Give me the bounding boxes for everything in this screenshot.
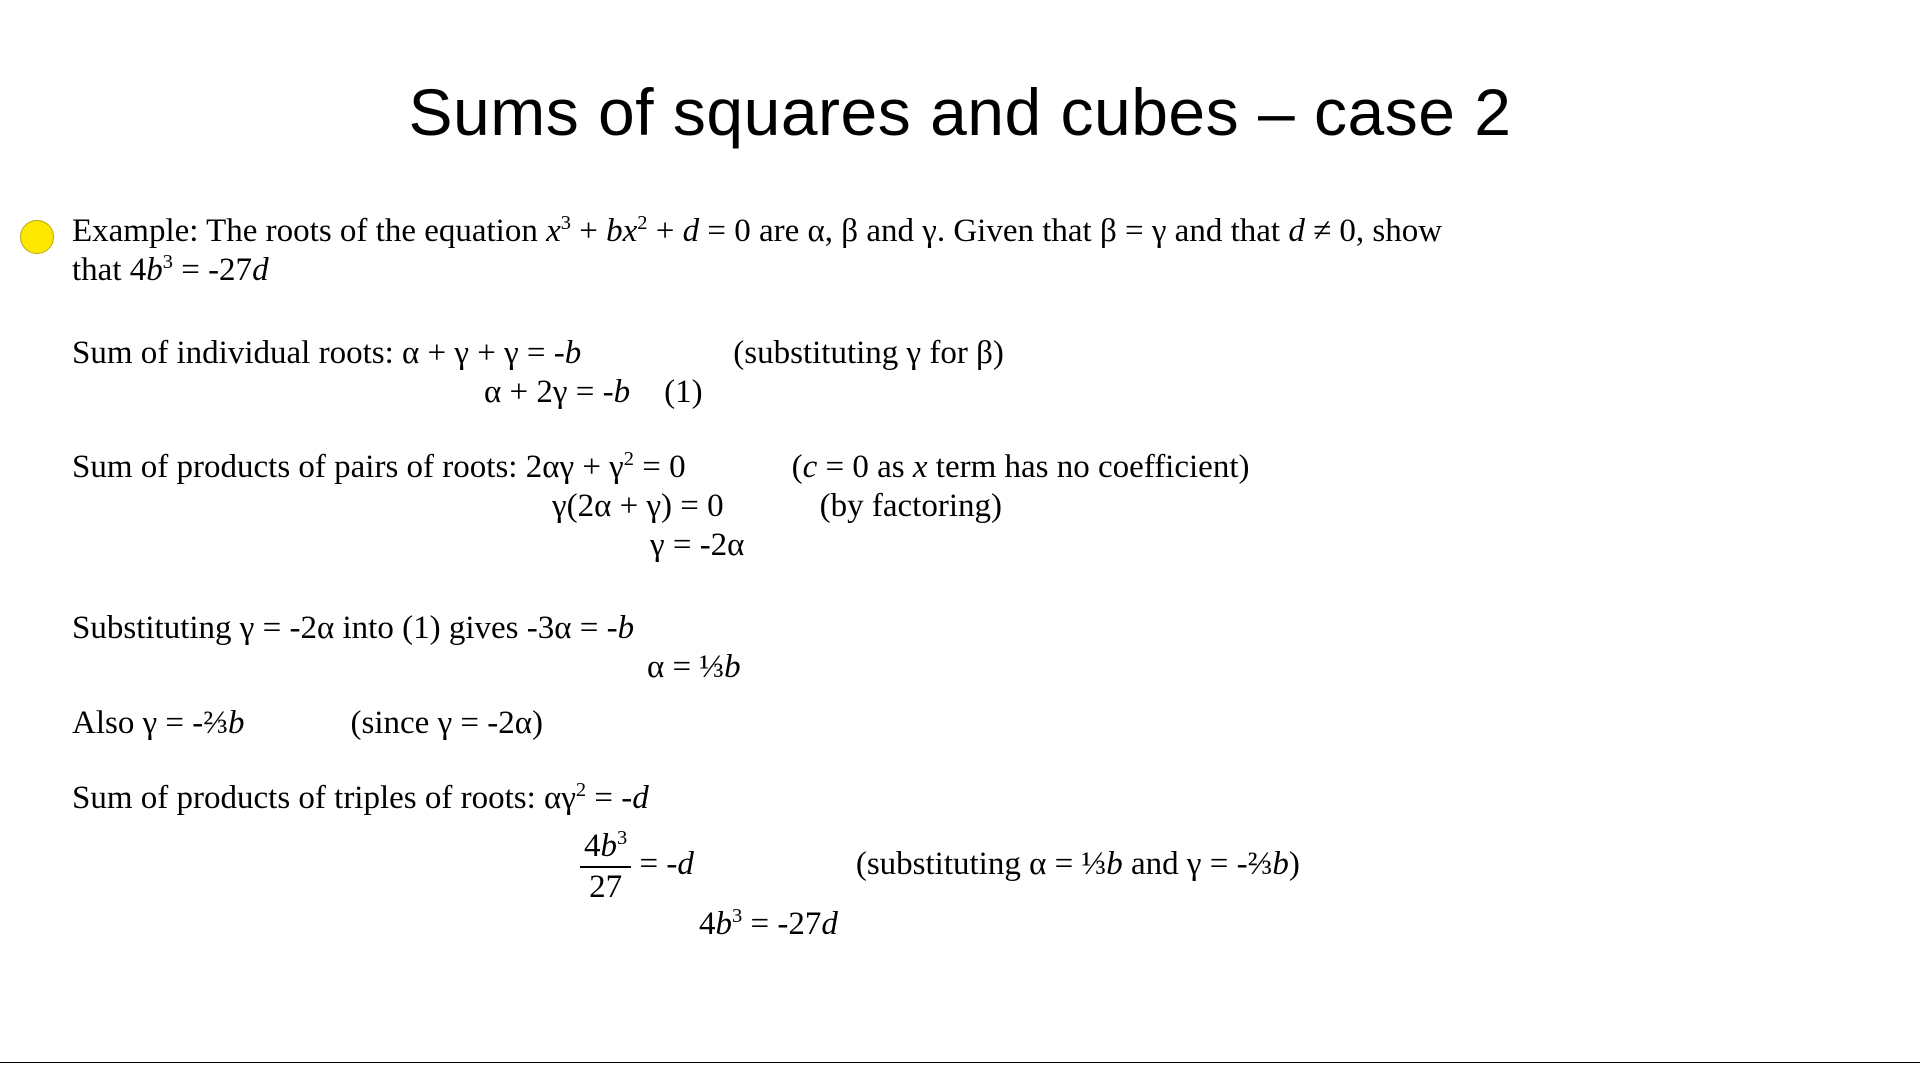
bullet-dot-icon — [20, 220, 54, 254]
step-sum-individual-roots — [72, 334, 1902, 412]
example-var-b: b — [606, 213, 623, 249]
example-text-lead: Example: The roots of the equation — [72, 213, 547, 249]
step2-line3 — [72, 526, 1902, 565]
step4-label: Sum of products of triples of roots: αγ — [72, 780, 576, 817]
step-substitution — [72, 609, 1902, 744]
step4-note-mid: and γ = -⅔ — [1122, 846, 1273, 883]
page-title: Sums of squares and cubes – case 2 — [408, 75, 1512, 149]
step1-line1 — [72, 334, 1902, 373]
step3-line1 — [72, 609, 1902, 648]
step4-line3-exp: 3 — [732, 904, 743, 927]
example-plus-1: + — [570, 213, 607, 249]
step4-label-exp: 2 — [575, 779, 587, 802]
step2-line2 — [72, 487, 1902, 526]
step2-line2-note: (by factoring) — [819, 487, 1002, 524]
fraction-num-exp: 3 — [617, 827, 628, 850]
step3-line2-lead: α = ⅓ — [647, 648, 725, 685]
step1-line2-lead: α + 2γ = - — [484, 373, 614, 410]
example-text-tail: = 0 are α, β and γ. Given that β = γ and that — [699, 213, 1289, 249]
example-var-x2-exp: 2 — [637, 212, 648, 234]
step2-note-mid: = 0 as — [817, 448, 913, 485]
step1-line2-tag: (1) — [664, 373, 703, 410]
example-text-tail2: ≠ 0, show — [1304, 213, 1443, 249]
step4-line3-4: 4 — [699, 905, 716, 942]
step4-label-eq: = - — [586, 780, 633, 817]
step4-line2-d: d — [677, 846, 694, 883]
step1-note: (substituting γ for β) — [733, 334, 1004, 371]
step1-var-b: b — [564, 334, 582, 371]
step3-line3-lead: Also γ = -⅔ — [72, 705, 229, 742]
step3-line3 — [72, 704, 1902, 743]
step3-line2 — [72, 648, 1902, 687]
spacer-2 — [72, 412, 1902, 448]
step4-note-lead: (substituting α = ⅓ — [855, 846, 1107, 883]
step-sum-products-triples — [72, 779, 1902, 943]
step1-line2-var: b — [613, 373, 631, 410]
example-line2-lead: that 4 — [72, 251, 147, 288]
bottom-divider — [0, 1062, 1920, 1063]
example-var-x-exp: 3 — [560, 212, 571, 234]
example-line2-b-exp: 3 — [162, 250, 173, 273]
example-paragraph — [72, 212, 1902, 251]
step4-note-b2: b — [1272, 846, 1289, 883]
step3-line1-lead: Substituting γ = -2α into (1) gives -3α = - — [72, 609, 618, 646]
example-bullet-row — [72, 212, 1902, 290]
step1-line2 — [72, 373, 1902, 412]
step2-line2-eq: γ(2α + γ) = 0 — [552, 487, 724, 524]
step4-line3 — [72, 905, 1902, 944]
fraction-num-4: 4 — [584, 828, 601, 865]
step2-note-x: x — [912, 448, 928, 485]
spacer-1 — [72, 290, 1902, 334]
example-var-x: x — [546, 213, 561, 249]
example-line2-b: b — [146, 251, 163, 288]
example-var-d: d — [682, 213, 700, 249]
step3-line3-b: b — [228, 705, 245, 742]
step4-note-b1: b — [1106, 846, 1123, 883]
example-paragraph-line2 — [72, 251, 1902, 290]
step4-line3-d: d — [821, 905, 838, 942]
example-line2-eq: = -27 — [172, 251, 253, 288]
step2-label-exp: 2 — [623, 447, 634, 470]
step3-line1-b: b — [617, 609, 635, 646]
example-var-x2: x — [622, 213, 638, 249]
step4-line2-eq: = - — [631, 846, 678, 883]
spacer-3 — [72, 565, 1902, 609]
step-sum-products-pairs — [72, 448, 1902, 565]
step4-label-d: d — [632, 780, 649, 817]
example-line2-d: d — [252, 251, 269, 288]
spacer-4 — [72, 743, 1902, 779]
step2-note-tail: term has no coefficient) — [927, 448, 1250, 485]
slide-body — [72, 212, 1902, 944]
step1-label: Sum of individual roots: α + γ + γ = - — [72, 334, 565, 371]
step2-label: Sum of products of pairs of roots: 2αγ + γ — [72, 448, 624, 485]
fraction-4b3-over-27 — [580, 828, 631, 905]
example-var-d2: d — [1288, 213, 1305, 249]
example-plus-2: + — [647, 213, 683, 249]
fraction-denominator: 27 — [589, 868, 623, 905]
step4-note-close: ) — [1288, 846, 1300, 883]
step4-line1 — [72, 779, 1902, 818]
step2-label-tail: = 0 — [634, 448, 686, 485]
step3-line2-b: b — [724, 648, 741, 685]
step4-line3-b: b — [715, 905, 732, 942]
step2-note-open: ( — [791, 448, 803, 485]
fraction-num-b: b — [600, 828, 617, 865]
step3-line3-note: (since γ = -2α) — [350, 705, 544, 742]
fraction-numerator — [580, 828, 631, 867]
step2-line3-eq: γ = -2α — [650, 526, 745, 563]
step2-line1 — [72, 448, 1902, 487]
step4-line2 — [72, 828, 1902, 905]
step2-note-c: c — [802, 448, 818, 485]
step4-line3-eq: = -27 — [742, 905, 822, 942]
